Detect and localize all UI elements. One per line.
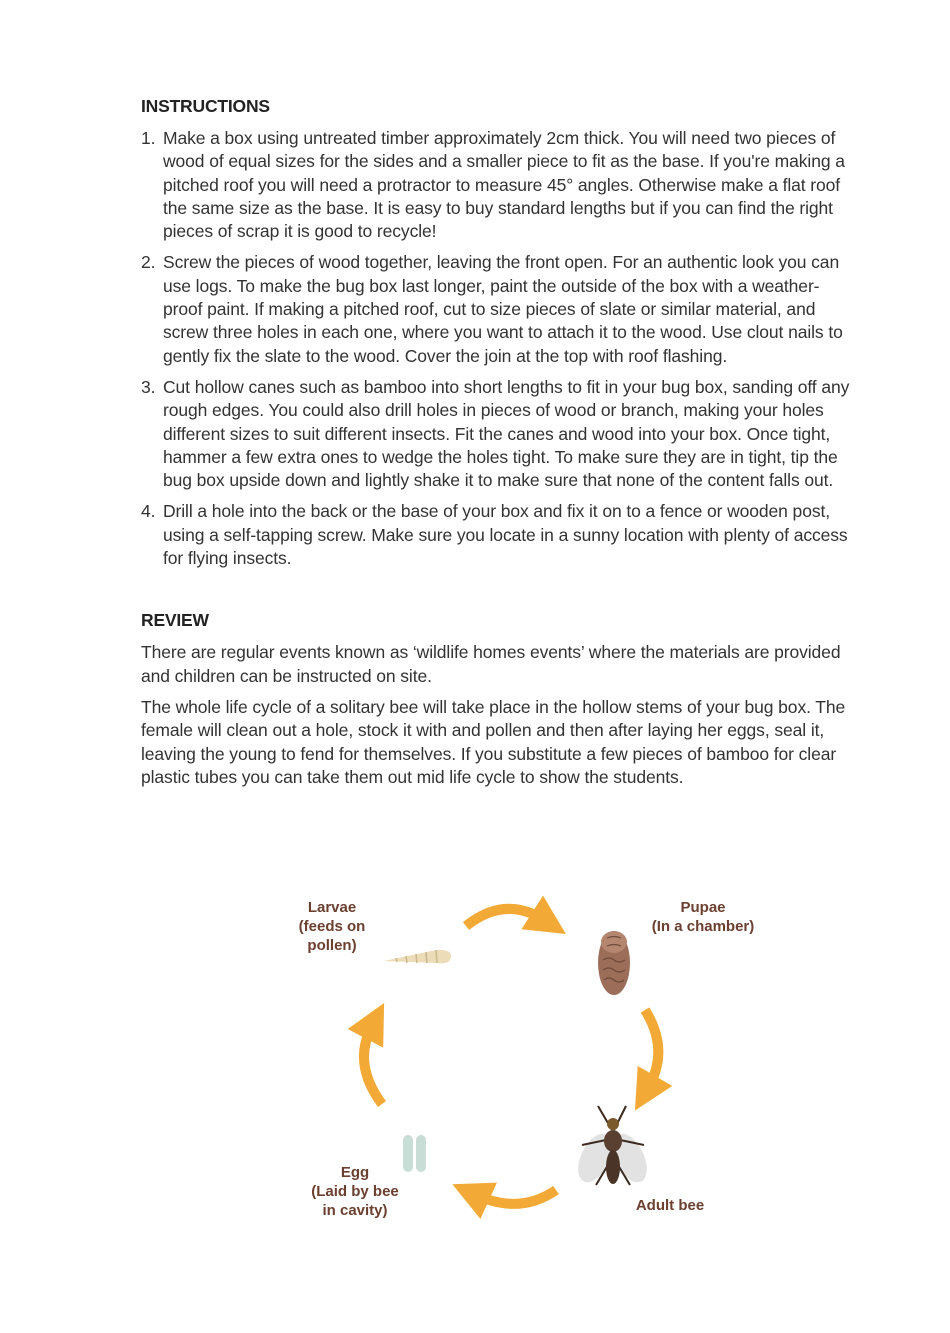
cycle-arrow-icon (645, 1010, 658, 1088)
step-number: 3. (141, 376, 156, 397)
step-text: Cut hollow canes such as bamboo into short lengths to fit in your bug box, sanding off any rough edges. You could also drill holes in pieces of wood or branch, making your holes different sizes to suit different insects. Fit the canes and wood into your box. Once tight, hammer a few extra ones to wedge the holes tight. To make sure they are in tight, tip the bug box upside down and lightly shake it to make sure that none of the content falls out. (163, 376, 850, 491)
egg-title: Egg (340, 1164, 370, 1181)
adult-bee-icon (571, 1106, 653, 1187)
larvae-title: Larvae (307, 899, 357, 916)
larva-icon (384, 950, 451, 964)
larvae-desc: (feeds on (298, 918, 366, 935)
pupae-label (638, 898, 768, 936)
instructions-heading: INSTRUCTIONS (141, 96, 270, 116)
larvae-desc: pollen) (307, 937, 357, 954)
cycle-arrow-icon (466, 909, 544, 926)
larvae-label (282, 898, 382, 955)
step-text: Make a box using untreated timber approximately 2cm thick. You will need two pieces of wood of equal sizes for the sides and a smaller piece to fit as the base. If you're making a pitched roof you will need a protractor to measure 45° angles. Otherwise make a flat roof the same size as the base. It is easy to buy standard lengths but if you can find the right pieces of scrap it is good to recycle! (163, 128, 845, 242)
cycle-arrow-icon (476, 1190, 556, 1204)
egg-desc: (Laid by bee (311, 1183, 399, 1200)
review-paragraph: The whole life cycle of a solitary bee will take place in the hollow stems of your bug box. The female will clean out a hole, stock it with and pollen and then after laying her eggs, seal it, leaving the young to fend for themselves. If you substitute a few pieces of bamboo for clear plastic tubes you can take them out mid life cycle to show the students. (141, 696, 846, 787)
pupa-icon (598, 931, 630, 995)
review-heading: REVIEW (141, 610, 209, 631)
step-number: 2. (141, 252, 156, 273)
adult-title: Adult bee (635, 1197, 705, 1214)
review-paragraph: There are regular events known as ‘wildlife homes events’ where the materials are provided and children can be instructed on site. (141, 642, 841, 686)
egg-label (300, 1163, 410, 1220)
egg-desc: in cavity) (322, 1202, 388, 1219)
step-text: Screw the pieces of wood together, leaving the front open. For an authentic look you can use logs. To make the bug box last longer, paint the outside of the box with a weather-proof paint. If making a pitched roof, cut to size pieces of slate or similar material, and screw three holes in each one, where you want to attach it to the wood. Use clout nails to gently fix the slate to the wood. Cover the join at the top with roof flashing. (163, 252, 843, 366)
step-text: Drill a hole into the back or the base of your box and fix it on to a fence or wooden post, using a self-tapping screw. Make sure you locate in a sunny location with plenty of access for flying insects. (163, 501, 848, 569)
pupae-title: Pupae (680, 899, 726, 916)
pupae-desc: (In a chamber) (651, 918, 755, 935)
cycle-arrow-icon (364, 1026, 382, 1104)
adult-bee-label (620, 1196, 720, 1215)
step-number: 4. (141, 501, 156, 522)
step-number: 1. (141, 128, 156, 148)
